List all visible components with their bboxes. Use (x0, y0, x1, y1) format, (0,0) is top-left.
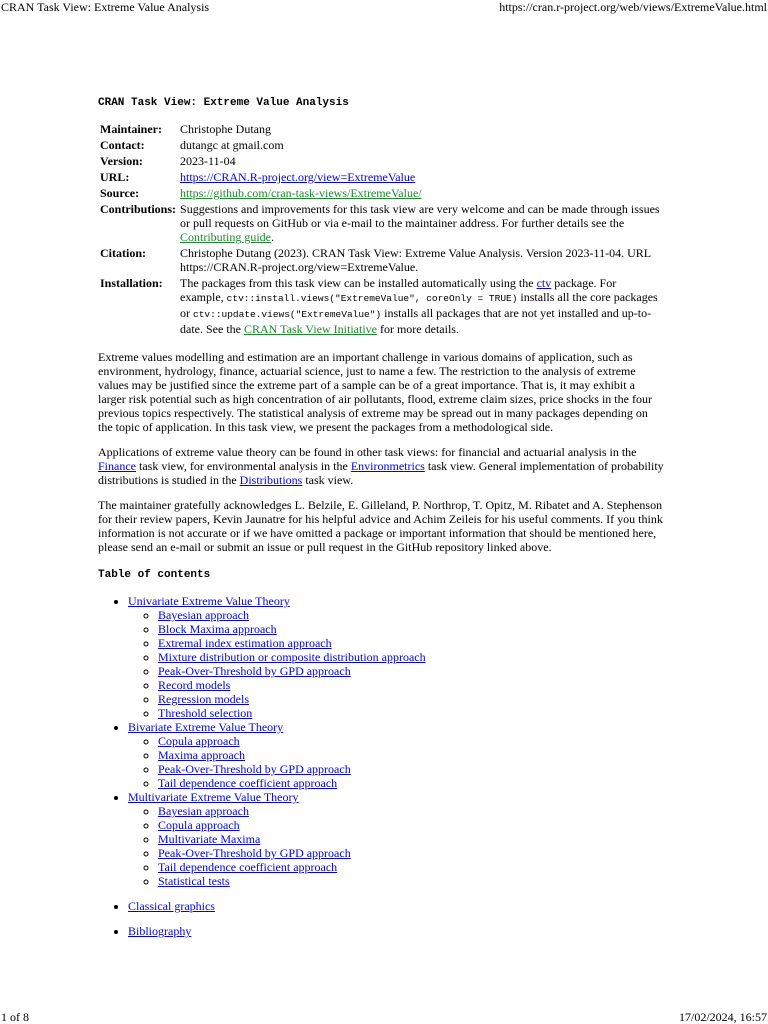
contributions-value (178, 202, 664, 246)
toc-link-multivariate[interactable]: Multivariate Extreme Value Theory (128, 790, 299, 804)
print-page-url: https://cran.r-project.org/web/views/ExtremeValue.html (499, 0, 767, 14)
toc-link-multivariate-copula[interactable]: Copula approach (158, 818, 240, 832)
installation-text-3: installs all the core packages or (180, 290, 658, 320)
toc-item (158, 608, 664, 622)
toc-link-bivariate-copula[interactable]: Copula approach (158, 734, 240, 748)
toc-section (128, 790, 664, 888)
contact-value: dutangc at gmail.com (180, 138, 284, 152)
applications-text-2: task view, for environmental analysis in the (136, 459, 351, 473)
toc-item (158, 748, 664, 762)
print-datetime: 17/02/2024, 16:57 (678, 1010, 767, 1024)
print-header (0, 0, 768, 16)
toc-item (158, 762, 664, 776)
installation-text-1: The packages from this task view can be installed automatically using the (180, 276, 537, 290)
toc-link-bivariate[interactable]: Bivariate Extreme Value Theory (128, 720, 284, 734)
toc-link-multivariate-bayesian[interactable]: Bayesian approach (158, 804, 249, 818)
installation-text-2: package. For example, (180, 276, 617, 304)
contributions-text: Suggestions and improvements for this task view are very welcome and can be made through issues or pull requests on GitHub or via e-mail to the maintainer address. For further details see the (180, 202, 660, 230)
source-row (98, 186, 664, 202)
citation-value: Christophe Dutang (2023). CRAN Task View: Extreme Value Analysis. Version 2023-11-04. URL https://CRAN.R-project.org/view=ExtremeValue. (180, 246, 651, 274)
contributing-guide-link[interactable]: Contributing guide (180, 230, 272, 244)
applications-paragraph (98, 445, 664, 487)
task-view-metadata (98, 122, 664, 338)
installation-label: Installation: (100, 276, 163, 290)
toc-item (158, 874, 664, 888)
toc-section (128, 924, 664, 938)
url-label: URL: (100, 170, 130, 184)
main-content (98, 96, 664, 938)
contributions-row (98, 202, 664, 246)
print-footer (0, 1008, 768, 1024)
toc-section (128, 594, 664, 720)
contributions-end: . (271, 230, 275, 244)
toc-link-multivariate-pot-gpd[interactable]: Peak-Over-Threshold by GPD approach (158, 846, 351, 860)
ctv-package-link[interactable]: ctv (536, 276, 552, 290)
toc-link-multivariate-maxima[interactable]: Multivariate Maxima (158, 832, 261, 846)
toc-item (158, 846, 664, 860)
toc-item (158, 622, 664, 636)
maintainer-label: Maintainer: (100, 122, 162, 136)
toc-link-bibliography[interactable]: Bibliography (128, 924, 192, 938)
toc-link-classical-graphics[interactable]: Classical graphics (128, 899, 215, 913)
toc-link-bivariate-pot-gpd[interactable]: Peak-Over-Threshold by GPD approach (158, 762, 351, 776)
toc-link-univariate-regression[interactable]: Regression models (158, 692, 249, 706)
toc-item (158, 860, 664, 874)
toc-bivariate-list (128, 734, 664, 790)
toc-item (158, 636, 664, 650)
source-github-link[interactable]: https://github.com/cran-task-views/ExtremeValue/ (180, 186, 422, 200)
update-views-code: ctv::update.views("ExtremeValue") (193, 309, 382, 320)
acknowledgements-paragraph: The maintainer gratefully acknowledges L. Belzile, E. Gilleland, P. Northrop, T. Opitz, M. Ribatet and A. Stephenson for their review papers, Kevin Jaunatre for his helpful advice and Achim Zeileis for his useful comments. If you think information is not accurate or if we have omitted a package or important information that should be mentioned here, please send an e-mail or submit an issue or pull request in the GitHub repository linked above. (98, 498, 663, 554)
citation-row (98, 246, 664, 276)
task-view-url-link[interactable]: https://CRAN.R-project.org/view=ExtremeValue (180, 170, 416, 184)
toc-link-univariate-block-maxima[interactable]: Block Maxima approach (158, 622, 277, 636)
toc-link-bivariate-tail-dependence[interactable]: Tail dependence coefficient approach (158, 776, 338, 790)
toc-univariate-list (128, 608, 664, 720)
contact-label: Contact: (100, 138, 145, 152)
toc-link-univariate-threshold[interactable]: Threshold selection (158, 706, 253, 720)
toc-link-bivariate-maxima[interactable]: Maxima approach (158, 748, 245, 762)
task-view-initiative-link[interactable]: CRAN Task View Initiative (244, 322, 377, 336)
toc-item (158, 832, 664, 846)
contributions-label: Contributions: (100, 202, 177, 216)
maintainer-row (98, 122, 664, 138)
toc-link-univariate-mixture[interactable]: Mixture distribution or composite distribution approach (158, 650, 426, 664)
toc-link-univariate-record-models[interactable]: Record models (158, 678, 231, 692)
page-title: CRAN Task View: Extreme Value Analysis (98, 97, 349, 109)
toc-item (158, 818, 664, 832)
toc-link-multivariate-tail-dependence[interactable]: Tail dependence coefficient approach (158, 860, 338, 874)
toc-link-univariate-bayesian[interactable]: Bayesian approach (158, 608, 249, 622)
toc-item (158, 664, 664, 678)
installation-row (98, 276, 664, 338)
toc-link-univariate-extremal-index[interactable]: Extremal index estimation approach (158, 636, 332, 650)
distributions-link[interactable]: Distributions (239, 473, 303, 487)
installation-value (178, 276, 664, 338)
toc-item (158, 650, 664, 664)
toc-item (158, 776, 664, 790)
print-page-count: 1 of 8 (1, 1010, 29, 1024)
install-views-code: ctv::install.views("ExtremeValue", coreOnly = TRUE) (226, 293, 518, 304)
table-of-contents (98, 594, 664, 938)
toc-item (158, 734, 664, 748)
applications-text-3: task view. General implementation of probability distributions is studied in the (98, 459, 664, 487)
intro-paragraph: Extreme values modelling and estimation are an important challenge in various domains of application, such as environment, hydrology, finance, actuarial science, just to name a few. The restriction to the analysis of extreme values may be justified since the extreme part of a sample can be of a great importance. That is, it may exhibit a larger risk potential such as high concentration of air pollutants, flood, extreme claim sizes, price shocks in the four previous topics respectively. The statistical analysis of extreme may be spread out in many packages depending on the topic of application. In this task view, we present the packages from a methodological side. (98, 350, 652, 434)
environmetrics-link[interactable]: Environmetrics (350, 459, 425, 473)
toc-item (158, 692, 664, 706)
source-label: Source: (100, 186, 140, 200)
toc-title: Table of contents (98, 569, 211, 581)
applications-text-1: Applications of extreme value theory can be found in other task views: for financial and actuarial analysis in the (98, 445, 637, 459)
toc-multivariate-list (128, 804, 664, 888)
print-page-title: CRAN Task View: Extreme Value Analysis (1, 0, 210, 14)
toc-section (128, 899, 664, 913)
url-row (98, 170, 664, 186)
version-row (98, 154, 664, 170)
citation-label: Citation: (100, 246, 146, 260)
version-value: 2023-11-04 (180, 154, 236, 168)
applications-text-4: task view. (302, 473, 354, 487)
toc-item (158, 804, 664, 818)
version-label: Version: (100, 154, 143, 168)
toc-item (158, 678, 664, 692)
toc-section (128, 720, 664, 790)
maintainer-value: Christophe Dutang (180, 122, 272, 136)
toc-item (158, 706, 664, 720)
installation-text-5: for more details. (376, 322, 459, 336)
finance-link[interactable]: Finance (98, 459, 136, 473)
installation-text-4: installs all packages that are not yet installed and up-to-date. See the (180, 306, 652, 336)
contact-row (98, 138, 664, 154)
toc-link-univariate[interactable]: Univariate Extreme Value Theory (128, 594, 290, 608)
toc-link-multivariate-statistical-tests[interactable]: Statistical tests (158, 874, 230, 888)
toc-link-univariate-pot-gpd[interactable]: Peak-Over-Threshold by GPD approach (158, 664, 351, 678)
